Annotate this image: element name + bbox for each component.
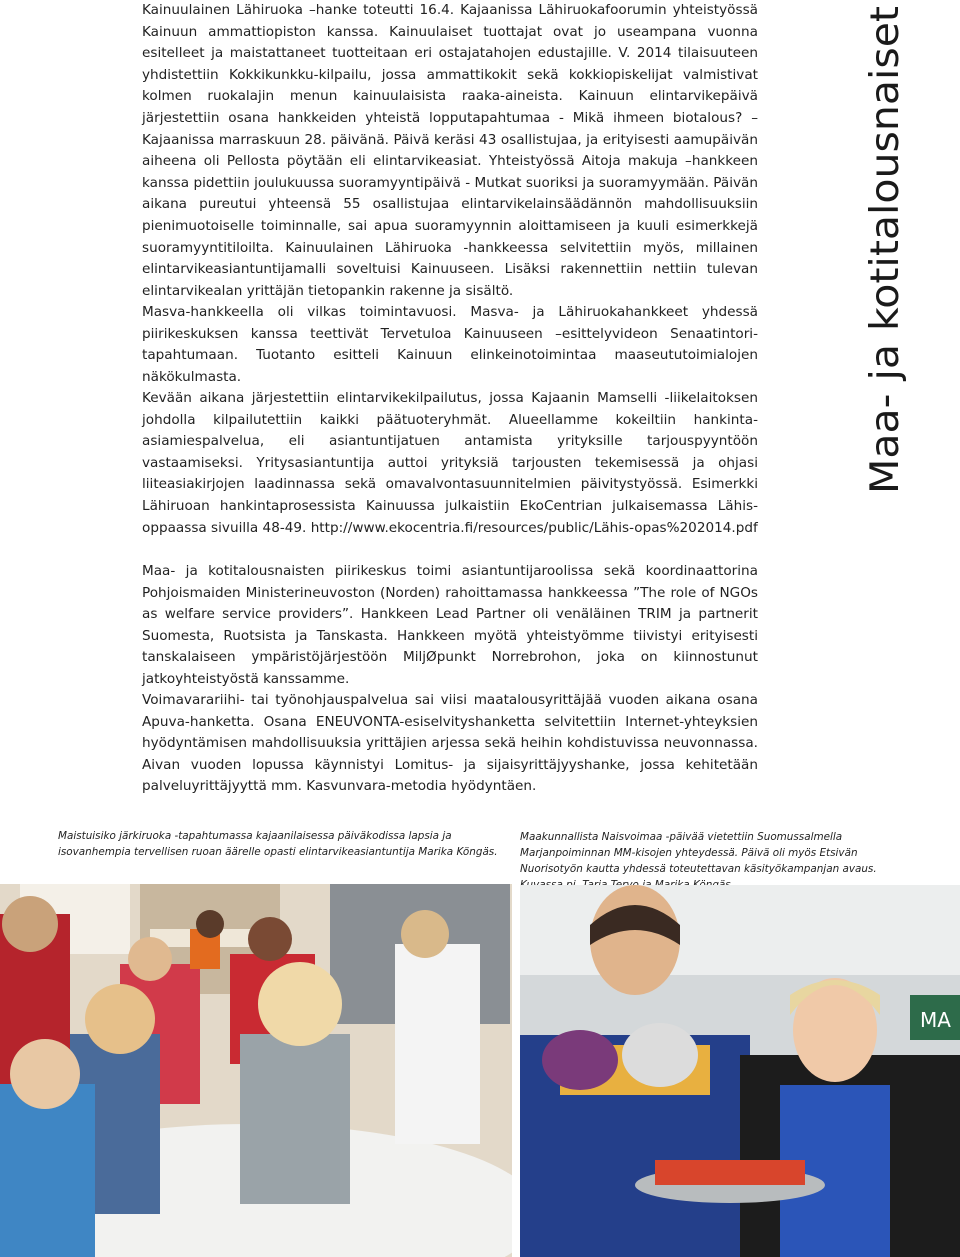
photo-sign-text: MA [920, 1008, 951, 1032]
body-paragraph: Kevään aikana järjestettiin elintarvikekilpailutus, jossa Kajaanin Mamselli -liikelaitoksen johdolla kilpailutettiin kaikki päätuoteryhmät. Alueellamme kokeiltiin hankinta-asiamiespalvelua, eli asiantuntijatuen antamista yrityksille tarjouspyyntöön vastaamiseksi. Yritysasiantuntija auttoi yrityksiä tarjousten tekemisessä ja ohjasi liiteasiakirjojen laadinnassa sekä omavalvontasuunnitelmien päivitystyössä. Esimerkki Lähiruoan hankintaprosessista Kainuussa julkaistiin EkoCentrian julkaisemassa Lähis-oppaassa sivuilla 48-49. http://www.ekocentria.fi/resources/public/Lähis-opas%202014.pdf [142, 390, 758, 536]
body-paragraph: Masva-hankkeella oli vilkas toimintavuosi. Masva- ja Lähiruokahankkeet yhdessä piirikeskuksen kanssa teettivät Tervetuloa Kainuuseen –esittelyvideon Senaatintori-tapahtumaan. Tuotanto esitteli Kainuun elinkeinotoimintaa maaseututoimialojen näkökulmasta. [142, 304, 758, 385]
photo-naisvoima-event [520, 885, 960, 1257]
photo-caption-right: Maakunnallista Naisvoimaa -päivää vietettiin Suomussalmella Marjanpoiminnan MM-kisojen yhteydessä. Päivä oli myös Etsivän Nuorisotyön kautta yhdessä toteutettavan käsityökampanjan avaus. [520, 831, 877, 875]
body-paragraph: Voimavarariihi- tai työnohjauspalvelua sai viisi maatalousyrittäjää vuoden aikana osana Apuva-hanketta. Osana ENEUVONTA-esiselvityshanketta selvitettiin Internet-yhteyksien hyödyntämisen mahdollisuuksia yrittäjien arjessa sekä heihin kohdistuvissa neuvonnassa. Aivan vuoden lopussa käynnistyi Lomitus- ja sijaisyrittäjyyshanke, jossa kehitetään palveluyrittäjyyttä mm. Kasvunvara-metodia hyödyntäen. [142, 692, 758, 795]
photo-caption-left: Maistuisiko järkiruoka -tapahtumassa kajaanilaisessa päiväkodissa lapsia ja isovanhempia tervellisen ruoan äärelle opasti elintarvikeasiantuntija Marika Köngäs. [58, 830, 498, 858]
body-paragraph: Maa- ja kotitalousnaisten piirikeskus toimi asiantuntijaroolissa sekä koordinaattorina Pohjoismaiden Ministerineuvoston (Norden) rahoittamassa hankkeessa ”The role of NGOs as welfare service providers”. Hankkeen Lead Partner oli venäläinen TRIM ja partnerit Suomesta, Ruotsista ja Tanskasta. Hankkeen myötä yhteistyömme tiivistyi erityisesti tanskalaiseen ympäristöjärjestöön MiljØpunkt Norrebrohon, joka on kiinnostunut jatkoyhteistyöstä kanssamme. [142, 563, 758, 687]
side-title-text: Maa- ja kotitalousnaiset [863, 29, 908, 494]
photo-kindergarten [0, 884, 512, 1257]
body-paragraph: Kainuulainen Lähiruoka –hanke toteutti 16.4. Kajaanissa Lähiruokafoorumin yhteistyössä Kainuun ammattiopiston kanssa. Kainuulaiset tuottajat ovat jo useampana vuonna esitelleet ja maistattaneet tuotteitaan eri ostajatahojen edustajille. V. 2014 tilaisuuteen yhdistettiin Kokkikunkku-kilpailu, jossa ammattikokit sekä kokkiopiskelijat valmistivat kolmen ruokalajin menun kainuulaisista raaka-aineista. Kainuun elintarvikepäivä järjestettiin osana hankkeiden yhteistä lopputapahtumaa - Mikä ihmeen biotalous? – Kajaanissa marraskuun 28. päivänä. Päivä keräsi 43 osallistujaa, ja erityisesti aamupäivän aiheena oli Pellosta pöytään eli elintarvikeasiat. Yhteistyössä Aitoja makuja –hankkeen kanssa pidettiin joulukuussa suoramyyntipäivä - Mutkat suoriksi ja suoramyymään. Päivän aikana pureutui yhteensä 55 osallistujaa elintarvikelainsäädännön mahdollisuuksiin pienimuotoiselle toiminnalle, sai apua suoramyynnin aloittamiseen ja kuuli esimerkkejä suoramyyntitiloilta. Kainuulainen Lähiruoka -hankkeessa selvitettiin myös, millainen elintarvikeasiantuntijamalli soveltuisi Kainuuseen. Lisäksi rakennettiin nettiin tulevan elintarvikealan yrittäjän tietopankin rakenne ja sisältö. [142, 2, 758, 299]
side-section-title [858, 0, 908, 500]
